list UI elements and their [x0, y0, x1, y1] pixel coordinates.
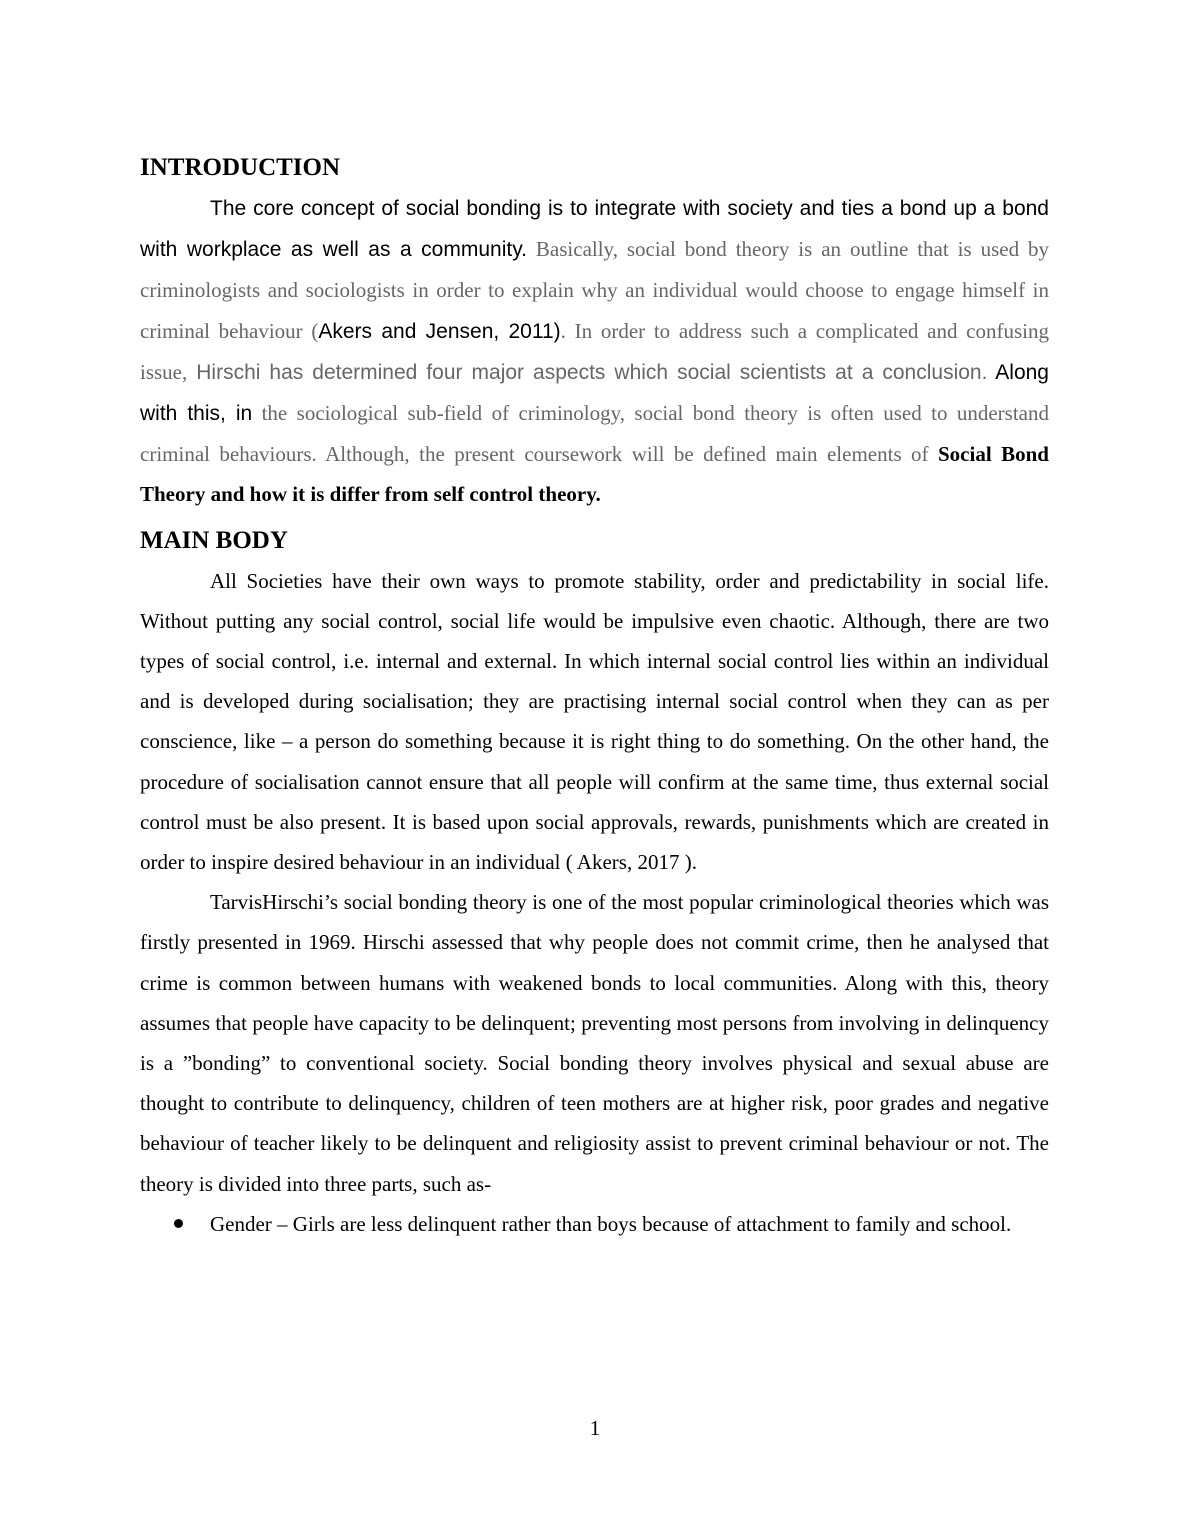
intro-citation: Akers and Jensen, 2011)	[318, 319, 561, 343]
list-item	[140, 1204, 1049, 1244]
bullet-icon	[174, 1219, 183, 1228]
intro-bold-topic: Social Bond Theory and how it is differ from self control theory.	[140, 442, 1049, 507]
intro-sentence-4: Hirschi has determined four major aspects which social scientists at a conclusion.	[187, 360, 988, 384]
main-body-paragraph-2: TarvisHirschi’s social bonding theory is one of the most popular criminological theories which was firstly presented in 1969. Hirschi assessed that why people does not commit crime, then he analysed that crime is common between humans with weakened bonds to local communities. Along with this, theory assumes that people have capacity to be delinquent; preventing most persons from involving in delinquency is a ”bonding” to conventional society. Social bonding theory involves physical and sexual abuse are thought to contribute to delinquency, children of teen mothers are at higher risk, poor grades and negative behaviour of teacher likely to be delinquent and religiosity assist to prevent criminal behaviour or not. The theory is divided into three parts, such as-	[140, 890, 1049, 1196]
intro-sentence-6: the sociological sub-field of criminology, social bond theory is often used to understand criminal behaviours. Although, the present coursework will be defined main elements of	[140, 401, 1049, 467]
main-body-paragraph-1: All Societies have their own ways to promote stability, order and predictability in social life. Without putting any social control, social life would be impulsive even chaotic. Although, there are two types of social control, i.e. internal and external. In which internal social control lies within an individual and is developed during socialisation; they are practising internal social control when they can as per conscience, like – a person do something because it is right thing to do something. On the other hand, the procedure of socialisation cannot ensure that all people will confirm at the same time, thus external social control must be also present. It is based upon social approvals, rewards, punishments which are created in order to inspire desired behaviour in an individual ( Akers, 2017 ).	[140, 568, 1049, 875]
introduction-heading: INTRODUCTION	[140, 154, 341, 181]
intro-sentence-2: Basically, social bond theory is an outline that is used by criminologists and sociologists in order to explain why an individual would choose to engage himself in criminal behaviour (	[140, 237, 1049, 343]
intro-sentence-1: The core concept of social bonding is to integrate with society and ties a bond up a bond with workplace as well as a community.	[140, 197, 1049, 262]
page-number: 1	[589, 1416, 601, 1440]
intro-sentence-5: Along with this, in	[140, 360, 1049, 426]
intro-sentence-3: . In order to address such a complicated and confusing issue,	[140, 318, 1049, 384]
document-page	[140, 148, 1049, 1244]
main-body-heading: MAIN BODY	[140, 526, 288, 554]
introduction-paragraph	[140, 188, 1049, 515]
list-item-text: Gender – Girls are less delinquent rather than boys because of attachment to family and school.	[210, 1211, 1012, 1236]
bullet-list	[140, 1204, 1049, 1244]
